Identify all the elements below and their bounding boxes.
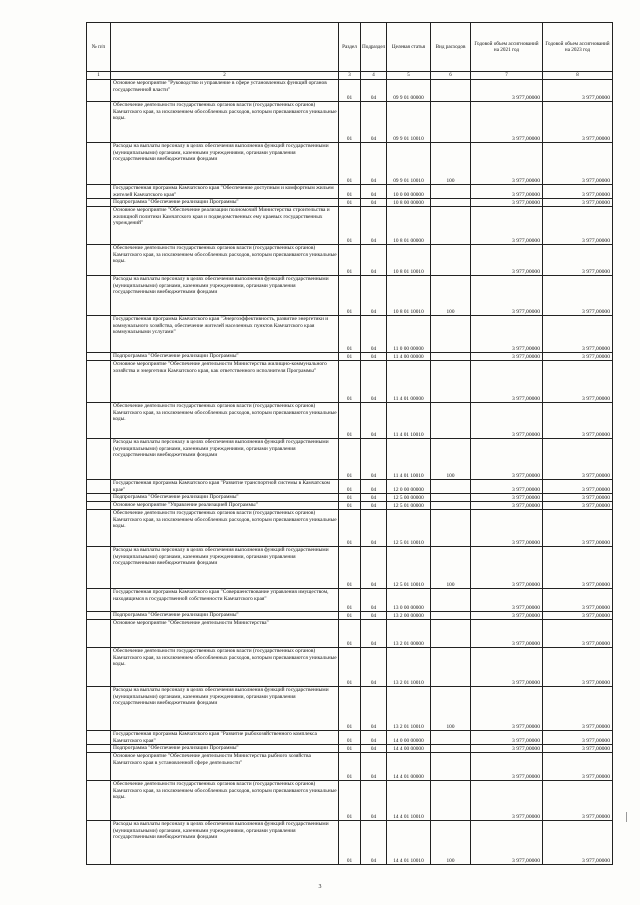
row-name-cell: Подпрограмма "Обеспечение реализации Программы"	[111, 745, 339, 753]
header-subsection: Подраздел	[361, 23, 387, 72]
row-volume-2023-cell: 3 977,00000	[543, 588, 613, 611]
row-name-cell: Расходы на выплаты персоналу в целях обеспечения выполнения функций государственными (муниципальными) органами, казенными учреждениями, органами управления государственными внебюджетными фондами	[111, 546, 339, 588]
row-subsection-cell: 04	[361, 647, 387, 686]
header-volume-2021: Годовой объем ассигнований на 2021 год	[471, 23, 543, 72]
header-volume-2023: Годовой объем ассигнований на 2023 год	[543, 23, 613, 72]
row-volume-2023-cell: 3 977,00000	[543, 480, 613, 494]
row-volume-2021-cell: 3 977,00000	[471, 745, 543, 753]
row-subsection-cell: 04	[361, 502, 387, 510]
row-target-article-cell: 14 4 01 10010	[387, 781, 431, 821]
row-expense-type-cell: 100	[431, 276, 471, 316]
row-number-cell	[87, 619, 111, 647]
table-row	[87, 509, 613, 546]
row-expense-type-cell	[431, 245, 471, 276]
row-expense-type-cell	[431, 502, 471, 510]
row-section-cell: 01	[339, 353, 361, 361]
table-row	[87, 730, 613, 744]
row-number-cell	[87, 502, 111, 510]
row-section-cell: 01	[339, 403, 361, 439]
row-name-cell: Подпрограмма "Обеспечение реализации Программы"	[111, 353, 339, 361]
row-expense-type-cell	[431, 753, 471, 781]
row-volume-2021-cell: 3 977,00000	[471, 245, 543, 276]
row-number-cell	[87, 361, 111, 403]
row-volume-2021-cell: 3 977,00000	[471, 199, 543, 207]
row-name-cell: Подпрограмма "Обеспечение реализации Программы"	[111, 494, 339, 502]
row-expense-type-cell	[431, 611, 471, 619]
row-volume-2023-cell: 3 977,00000	[543, 102, 613, 143]
row-number-cell	[87, 509, 111, 546]
header-row	[87, 23, 613, 72]
row-number-cell	[87, 316, 111, 353]
row-name-cell: Основное мероприятие "Руководство и управление в сфере установленных функций органов государственной власти"	[111, 80, 339, 102]
row-target-article-cell: 12 5 01 00000	[387, 502, 431, 510]
row-volume-2021-cell: 3 977,00000	[471, 686, 543, 730]
table-row	[87, 353, 613, 361]
row-target-article-cell: 09 9 01 10010	[387, 102, 431, 143]
row-volume-2021-cell: 3 977,00000	[471, 730, 543, 744]
row-section-cell: 01	[339, 619, 361, 647]
col-index: 2	[111, 72, 339, 80]
row-volume-2021-cell: 3 977,00000	[471, 546, 543, 588]
row-expense-type-cell: 100	[431, 546, 471, 588]
col-index: 8	[543, 72, 613, 80]
row-number-cell	[87, 439, 111, 480]
row-volume-2023-cell: 3 977,00000	[543, 611, 613, 619]
row-section-cell: 01	[339, 686, 361, 730]
row-section-cell: 01	[339, 781, 361, 821]
row-target-article-cell: 12 5 01 10010	[387, 509, 431, 546]
row-volume-2021-cell: 3 977,00000	[471, 316, 543, 353]
row-expense-type-cell: 100	[431, 439, 471, 480]
row-name-cell: Расходы на выплаты персоналу в целях обеспечения выполнения функций государственными (муниципальными) органами, казенными учреждениями, органами управления государственными внебюджетными фондами	[111, 143, 339, 185]
row-target-article-cell: 09 9 01 10010	[387, 143, 431, 185]
scan-mark	[626, 812, 627, 822]
header-name	[111, 23, 339, 72]
row-number-cell	[87, 745, 111, 753]
col-index: 6	[431, 72, 471, 80]
budget-table	[86, 22, 613, 865]
row-expense-type-cell: 100	[431, 821, 471, 865]
row-number-cell	[87, 185, 111, 199]
row-target-article-cell: 14 4 01 10010	[387, 821, 431, 865]
row-volume-2021-cell: 3 977,00000	[471, 276, 543, 316]
row-volume-2023-cell: 3 977,00000	[543, 647, 613, 686]
row-subsection-cell: 04	[361, 316, 387, 353]
row-subsection-cell: 04	[361, 753, 387, 781]
header-section: Раздел	[339, 23, 361, 72]
column-index-row	[87, 72, 613, 80]
row-expense-type-cell	[431, 730, 471, 744]
row-subsection-cell: 04	[361, 276, 387, 316]
row-expense-type-cell: 100	[431, 143, 471, 185]
row-volume-2023-cell: 3 977,00000	[543, 207, 613, 245]
row-name-cell: Обеспечение деятельности государственных органов власти (государственных органов) Камчатского края, за исключением обособленных расходов, которым присваиваются уникальные коды.	[111, 509, 339, 546]
col-index: 1	[87, 72, 111, 80]
row-expense-type-cell	[431, 199, 471, 207]
row-volume-2023-cell: 3 977,00000	[543, 80, 613, 102]
row-volume-2021-cell: 3 977,00000	[471, 143, 543, 185]
row-section-cell: 01	[339, 185, 361, 199]
row-expense-type-cell	[431, 588, 471, 611]
row-number-cell	[87, 546, 111, 588]
row-number-cell	[87, 753, 111, 781]
row-section-cell: 01	[339, 502, 361, 510]
row-section-cell: 01	[339, 439, 361, 480]
row-number-cell	[87, 647, 111, 686]
row-number-cell	[87, 403, 111, 439]
row-subsection-cell: 04	[361, 730, 387, 744]
row-section-cell: 01	[339, 647, 361, 686]
row-subsection-cell: 04	[361, 245, 387, 276]
row-target-article-cell: 10 8 01 10010	[387, 245, 431, 276]
table-row	[87, 143, 613, 185]
row-subsection-cell: 04	[361, 403, 387, 439]
page-number: 3	[318, 884, 322, 890]
table-row	[87, 316, 613, 353]
row-volume-2021-cell: 3 977,00000	[471, 781, 543, 821]
col-index: 7	[471, 72, 543, 80]
row-number-cell	[87, 245, 111, 276]
row-target-article-cell: 10 8 00 00000	[387, 199, 431, 207]
row-volume-2021-cell: 3 977,00000	[471, 821, 543, 865]
row-target-article-cell: 14 4 00 00000	[387, 745, 431, 753]
row-name-cell: Основное мероприятие "Обеспечение деятельности Министерства рыбного хозяйства Камчатского края в установленной сфере деятельности"	[111, 753, 339, 781]
table-row	[87, 199, 613, 207]
row-volume-2023-cell: 3 977,00000	[543, 403, 613, 439]
table-row	[87, 588, 613, 611]
table-row	[87, 207, 613, 245]
row-volume-2021-cell: 3 977,00000	[471, 753, 543, 781]
header-target-article: Целевая статья	[387, 23, 431, 72]
row-volume-2021-cell: 3 977,00000	[471, 611, 543, 619]
row-section-cell: 01	[339, 80, 361, 102]
row-name-cell: Основное мероприятие "Обеспечение деятельности Министерства жилищно-коммунального хозяйства и энергетики Камчатского края, как ответственного исполнителя Программы"	[111, 361, 339, 403]
table-row	[87, 276, 613, 316]
row-target-article-cell: 10 8 01 10010	[387, 276, 431, 316]
row-subsection-cell: 04	[361, 611, 387, 619]
row-section-cell: 01	[339, 245, 361, 276]
row-expense-type-cell	[431, 361, 471, 403]
row-expense-type-cell	[431, 353, 471, 361]
row-number-cell	[87, 611, 111, 619]
table-row	[87, 361, 613, 403]
row-name-cell: Основное мероприятие "Управление реализацией Программы"	[111, 502, 339, 510]
row-volume-2023-cell: 3 977,00000	[543, 753, 613, 781]
row-number-cell	[87, 199, 111, 207]
row-section-cell: 01	[339, 509, 361, 546]
row-name-cell: Государственная программа Камчатского края "Обеспечение доступным и комфортным жильем жителей Камчатского края"	[111, 185, 339, 199]
row-volume-2023-cell: 3 977,00000	[543, 353, 613, 361]
row-expense-type-cell	[431, 509, 471, 546]
row-volume-2021-cell: 3 977,00000	[471, 502, 543, 510]
row-number-cell	[87, 588, 111, 611]
row-name-cell: Подпрограмма "Обеспечение реализации Программы"	[111, 199, 339, 207]
row-name-cell: Государственная программа Камчатского края "Развитие транспортной системы в Камчатском крае"	[111, 480, 339, 494]
row-target-article-cell: 13 2 00 00000	[387, 611, 431, 619]
row-target-article-cell: 11 0 00 00000	[387, 316, 431, 353]
row-number-cell	[87, 276, 111, 316]
table-row	[87, 494, 613, 502]
table-row	[87, 686, 613, 730]
row-number-cell	[87, 353, 111, 361]
table-row	[87, 619, 613, 647]
table-row	[87, 611, 613, 619]
row-target-article-cell: 11 4 01 00000	[387, 361, 431, 403]
table-row	[87, 439, 613, 480]
row-volume-2021-cell: 3 977,00000	[471, 353, 543, 361]
row-subsection-cell: 04	[361, 686, 387, 730]
row-volume-2023-cell: 3 977,00000	[543, 745, 613, 753]
table-row	[87, 245, 613, 276]
row-volume-2023-cell: 3 977,00000	[543, 199, 613, 207]
table-row	[87, 821, 613, 865]
col-index: 5	[387, 72, 431, 80]
row-number-cell	[87, 494, 111, 502]
row-volume-2021-cell: 3 977,00000	[471, 185, 543, 199]
row-number-cell	[87, 207, 111, 245]
row-volume-2023-cell: 3 977,00000	[543, 245, 613, 276]
row-name-cell: Основное мероприятие "Обеспечение деятельности Министерства"	[111, 619, 339, 647]
row-volume-2021-cell: 3 977,00000	[471, 588, 543, 611]
row-number-cell	[87, 781, 111, 821]
row-subsection-cell: 04	[361, 494, 387, 502]
header-expense-type: Вид расходов	[431, 23, 471, 72]
row-subsection-cell: 04	[361, 143, 387, 185]
row-number-cell	[87, 102, 111, 143]
row-volume-2023-cell: 3 977,00000	[543, 439, 613, 480]
row-subsection-cell: 04	[361, 361, 387, 403]
row-volume-2023-cell: 3 977,00000	[543, 502, 613, 510]
row-name-cell: Расходы на выплаты персоналу в целях обеспечения выполнения функций государственными (муниципальными) органами, казенными учреждениями, органами управления государственными внебюджетными фондами	[111, 439, 339, 480]
row-subsection-cell: 04	[361, 353, 387, 361]
row-volume-2023-cell: 3 977,00000	[543, 316, 613, 353]
table-row	[87, 647, 613, 686]
row-target-article-cell: 10 0 00 00000	[387, 185, 431, 199]
row-expense-type-cell	[431, 403, 471, 439]
row-expense-type-cell	[431, 494, 471, 502]
row-target-article-cell: 13 2 01 00000	[387, 619, 431, 647]
table-row	[87, 745, 613, 753]
row-volume-2023-cell: 3 977,00000	[543, 143, 613, 185]
row-subsection-cell: 04	[361, 781, 387, 821]
row-target-article-cell: 11 4 01 10010	[387, 439, 431, 480]
row-number-cell	[87, 730, 111, 744]
table-row	[87, 102, 613, 143]
row-name-cell: Расходы на выплаты персоналу в целях обеспечения выполнения функций государственными (муниципальными) органами, казенными учреждениями, органами управления государственными внебюджетными фондами	[111, 686, 339, 730]
row-name-cell: Расходы на выплаты персоналу в целях обеспечения выполнения функций государственными (муниципальными) органами, казенными учреждениями, органами управления государственными внебюджетными фондами	[111, 276, 339, 316]
row-name-cell: Подпрограмма "Обеспечение реализации Программы"	[111, 611, 339, 619]
row-name-cell: Государственная программа Камчатского края "Энергоэффективность, развитие энергетики и коммунального хозяйства, обеспечение жителей населенных пунктов Камчатского края коммунальными услугами"	[111, 316, 339, 353]
row-target-article-cell: 11 4 00 00000	[387, 353, 431, 361]
row-name-cell: Государственная программа Камчатского края "Развитие рыбохозяйственного комплекса Камчатского края"	[111, 730, 339, 744]
row-number-cell	[87, 686, 111, 730]
row-volume-2021-cell: 3 977,00000	[471, 80, 543, 102]
row-subsection-cell: 04	[361, 588, 387, 611]
table-row	[87, 502, 613, 510]
table-body	[87, 80, 613, 865]
header-num: № п/п	[87, 23, 111, 72]
col-index: 4	[361, 72, 387, 80]
row-section-cell: 01	[339, 316, 361, 353]
row-expense-type-cell: 100	[431, 686, 471, 730]
row-subsection-cell: 04	[361, 80, 387, 102]
row-section-cell: 01	[339, 143, 361, 185]
row-volume-2023-cell: 3 977,00000	[543, 686, 613, 730]
table-row	[87, 781, 613, 821]
row-name-cell: Обеспечение деятельности государственных органов власти (государственных органов) Камчатского края, за исключением обособленных расходов, которым присваиваются уникальные коды.	[111, 647, 339, 686]
table-row	[87, 80, 613, 102]
row-expense-type-cell	[431, 480, 471, 494]
row-volume-2021-cell: 3 977,00000	[471, 207, 543, 245]
row-target-article-cell: 13 2 01 10010	[387, 686, 431, 730]
row-number-cell	[87, 143, 111, 185]
row-volume-2023-cell: 3 977,00000	[543, 619, 613, 647]
row-name-cell: Основное мероприятие "Обеспечение реализации полномочий Министерства строительства и жилищной политики Камчатского края и подведомственных ему краевых государственных учреждений"	[111, 207, 339, 245]
row-target-article-cell: 09 9 01 00000	[387, 80, 431, 102]
row-volume-2023-cell: 3 977,00000	[543, 730, 613, 744]
row-section-cell: 01	[339, 199, 361, 207]
row-volume-2021-cell: 3 977,00000	[471, 494, 543, 502]
row-volume-2023-cell: 3 977,00000	[543, 185, 613, 199]
row-subsection-cell: 04	[361, 207, 387, 245]
row-number-cell	[87, 480, 111, 494]
row-volume-2021-cell: 3 977,00000	[471, 102, 543, 143]
row-volume-2021-cell: 3 977,00000	[471, 439, 543, 480]
row-section-cell: 01	[339, 207, 361, 245]
row-expense-type-cell	[431, 619, 471, 647]
row-name-cell: Расходы на выплаты персоналу в целях обеспечения выполнения функций государственными (муниципальными) органами, казенными учреждениями, органами управления государственными внебюджетными фондами	[111, 821, 339, 865]
row-target-article-cell: 12 5 00 00000	[387, 494, 431, 502]
row-section-cell: 01	[339, 745, 361, 753]
row-section-cell: 01	[339, 753, 361, 781]
row-section-cell: 01	[339, 588, 361, 611]
row-section-cell: 01	[339, 821, 361, 865]
row-target-article-cell: 13 0 00 00000	[387, 588, 431, 611]
row-volume-2021-cell: 3 977,00000	[471, 361, 543, 403]
row-subsection-cell: 04	[361, 821, 387, 865]
row-target-article-cell: 13 2 01 10010	[387, 647, 431, 686]
row-target-article-cell: 14 4 01 00000	[387, 753, 431, 781]
row-target-article-cell: 10 8 01 00000	[387, 207, 431, 245]
row-name-cell: Обеспечение деятельности государственных органов власти (государственных органов) Камчатского края, за исключением обособленных расходов, которым присваиваются уникальные коды.	[111, 245, 339, 276]
table-row	[87, 185, 613, 199]
col-index: 3	[339, 72, 361, 80]
row-subsection-cell: 04	[361, 509, 387, 546]
table-row	[87, 403, 613, 439]
row-section-cell: 01	[339, 102, 361, 143]
row-subsection-cell: 04	[361, 102, 387, 143]
row-expense-type-cell	[431, 80, 471, 102]
row-subsection-cell: 04	[361, 619, 387, 647]
row-volume-2023-cell: 3 977,00000	[543, 821, 613, 865]
row-number-cell	[87, 80, 111, 102]
row-subsection-cell: 04	[361, 745, 387, 753]
row-expense-type-cell	[431, 185, 471, 199]
row-number-cell	[87, 821, 111, 865]
row-target-article-cell: 12 5 01 10010	[387, 546, 431, 588]
row-volume-2021-cell: 3 977,00000	[471, 403, 543, 439]
row-expense-type-cell	[431, 102, 471, 143]
row-expense-type-cell	[431, 781, 471, 821]
row-volume-2023-cell: 3 977,00000	[543, 509, 613, 546]
row-section-cell: 01	[339, 730, 361, 744]
row-expense-type-cell	[431, 745, 471, 753]
row-section-cell: 01	[339, 546, 361, 588]
row-subsection-cell: 04	[361, 199, 387, 207]
row-volume-2023-cell: 3 977,00000	[543, 781, 613, 821]
row-subsection-cell: 04	[361, 480, 387, 494]
row-volume-2021-cell: 3 977,00000	[471, 480, 543, 494]
row-name-cell: Обеспечение деятельности государственных органов власти (государственных органов) Камчатского края, за исключением обособленных расходов, которым присваиваются уникальные коды.	[111, 403, 339, 439]
row-volume-2021-cell: 3 977,00000	[471, 619, 543, 647]
row-name-cell: Обеспечение деятельности государственных органов власти (государственных органов) Камчатского края, за исключением обособленных расходов, которым присваиваются уникальные коды.	[111, 781, 339, 821]
row-subsection-cell: 04	[361, 546, 387, 588]
table-row	[87, 546, 613, 588]
row-section-cell: 01	[339, 361, 361, 403]
row-section-cell: 01	[339, 276, 361, 316]
row-section-cell: 01	[339, 494, 361, 502]
row-volume-2021-cell: 3 977,00000	[471, 509, 543, 546]
table-row	[87, 753, 613, 781]
row-volume-2023-cell: 3 977,00000	[543, 276, 613, 316]
row-volume-2023-cell: 3 977,00000	[543, 361, 613, 403]
row-name-cell: Государственная программа Камчатского края "Совершенствование управления имуществом, находящимся в государственной собственности Камчатского края"	[111, 588, 339, 611]
row-expense-type-cell	[431, 316, 471, 353]
table-row	[87, 480, 613, 494]
row-expense-type-cell	[431, 647, 471, 686]
row-volume-2023-cell: 3 977,00000	[543, 546, 613, 588]
row-name-cell: Обеспечение деятельности государственных органов власти (государственных органов) Камчатского края, за исключением обособленных расходов, которым присваиваются уникальные коды.	[111, 102, 339, 143]
row-section-cell: 01	[339, 480, 361, 494]
row-section-cell: 01	[339, 611, 361, 619]
row-subsection-cell: 04	[361, 439, 387, 480]
row-target-article-cell: 14 0 00 00000	[387, 730, 431, 744]
row-expense-type-cell	[431, 207, 471, 245]
row-target-article-cell: 11 4 01 10010	[387, 403, 431, 439]
row-subsection-cell: 04	[361, 185, 387, 199]
row-volume-2023-cell: 3 977,00000	[543, 494, 613, 502]
row-target-article-cell: 12 0 00 00000	[387, 480, 431, 494]
row-volume-2021-cell: 3 977,00000	[471, 647, 543, 686]
